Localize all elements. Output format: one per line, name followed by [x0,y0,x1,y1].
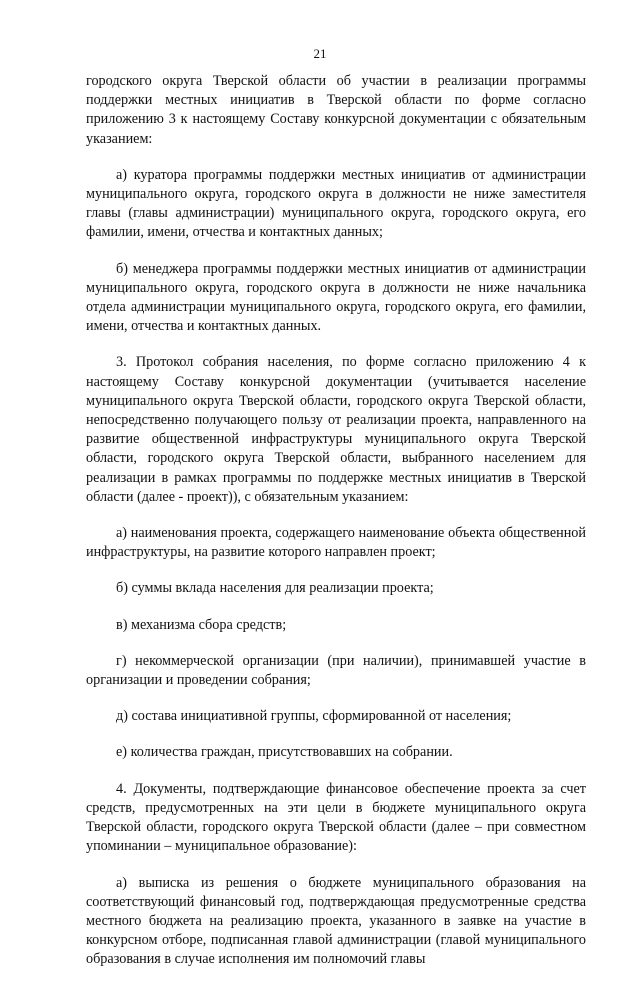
paragraph-item-g-organization: г) некоммерческой организации (при наличии), принимавшей участие в организации и проведении собрания; [86,652,586,689]
paragraph-4-documents: 4. Документы, подтверждающие финансовое обеспечение проекта за счет средств, предусмотренных на эти цели в бюджете муниципального округа Тверской области, городского округа Тверской области (далее – при совместном упоминании – муниципальное образование): [86,780,586,855]
paragraph-item-a-curator: а) куратора программы поддержки местных инициатив от администрации муниципального округа, городского округа в должности не ниже заместителя главы (главы администрации) муниципального округа, городского округа, его фамилии, имени, отчества и контактных данных; [86,166,586,241]
paragraph-item-a-project-name: а) наименования проекта, содержащего наименование объекта общественной инфраструктуры, на развитие которого направлен проект; [86,525,586,561]
paragraph-3-protocol: 3. Протокол собрания населения, по форме согласно приложению 4 к настоящему Составу конкурсной документации (учитывается население муниципального округа Тверской области, городского округа Тверской области, непосредственно получающего пользу от реализации проекта, направленного на развитие общественной инфраструктуры муниципального округа Тверской области, городского округа Тверской области, выбранного населением для реализации в рамках программы по поддержке местных инициатив в Тверской области (далее - проект)), с обязательным указанием: [86,354,586,505]
page-number: 21 [313,46,327,61]
paragraph-item-b-manager: б) менеджера программы поддержки местных инициатив от администрации муниципального округа, городского округа в должности не ниже начальника отдела администрации муниципального округа, городского округа, его фамилии, имени, отчества и контактных данных. [86,260,586,335]
paragraph-item-a-budget-extract: а) выписка из решения о бюджете муниципального образования на соответствующий финансовый год, подтверждающая предусмотренные средства местного бюджета на реализацию проекта, указанного в заявке на участие в конкурсном отборе, подписанная главой администрации (главой муниципального образования в случае исполнения им полномочий главы [86,874,586,968]
paragraph-continuation: городского округа Тверской области об участии в реализации программы поддержки местных инициатив в Тверской области по форме согласно приложению 3 к настоящему Составу конкурсной документации с обязательным указанием: [86,73,586,147]
paragraph-item-v-mechanism: в) механизма сбора средств; [116,616,287,633]
paragraph-item-e-citizens: е) количества граждан, присутствовавших на собрании. [116,744,453,761]
paragraph-item-d-group: д) состава инициативной группы, сформированной от населения; [116,708,512,725]
paragraph-item-b-contribution: б) суммы вклада населения для реализации проекта; [116,580,434,597]
document-body [86,72,586,987]
